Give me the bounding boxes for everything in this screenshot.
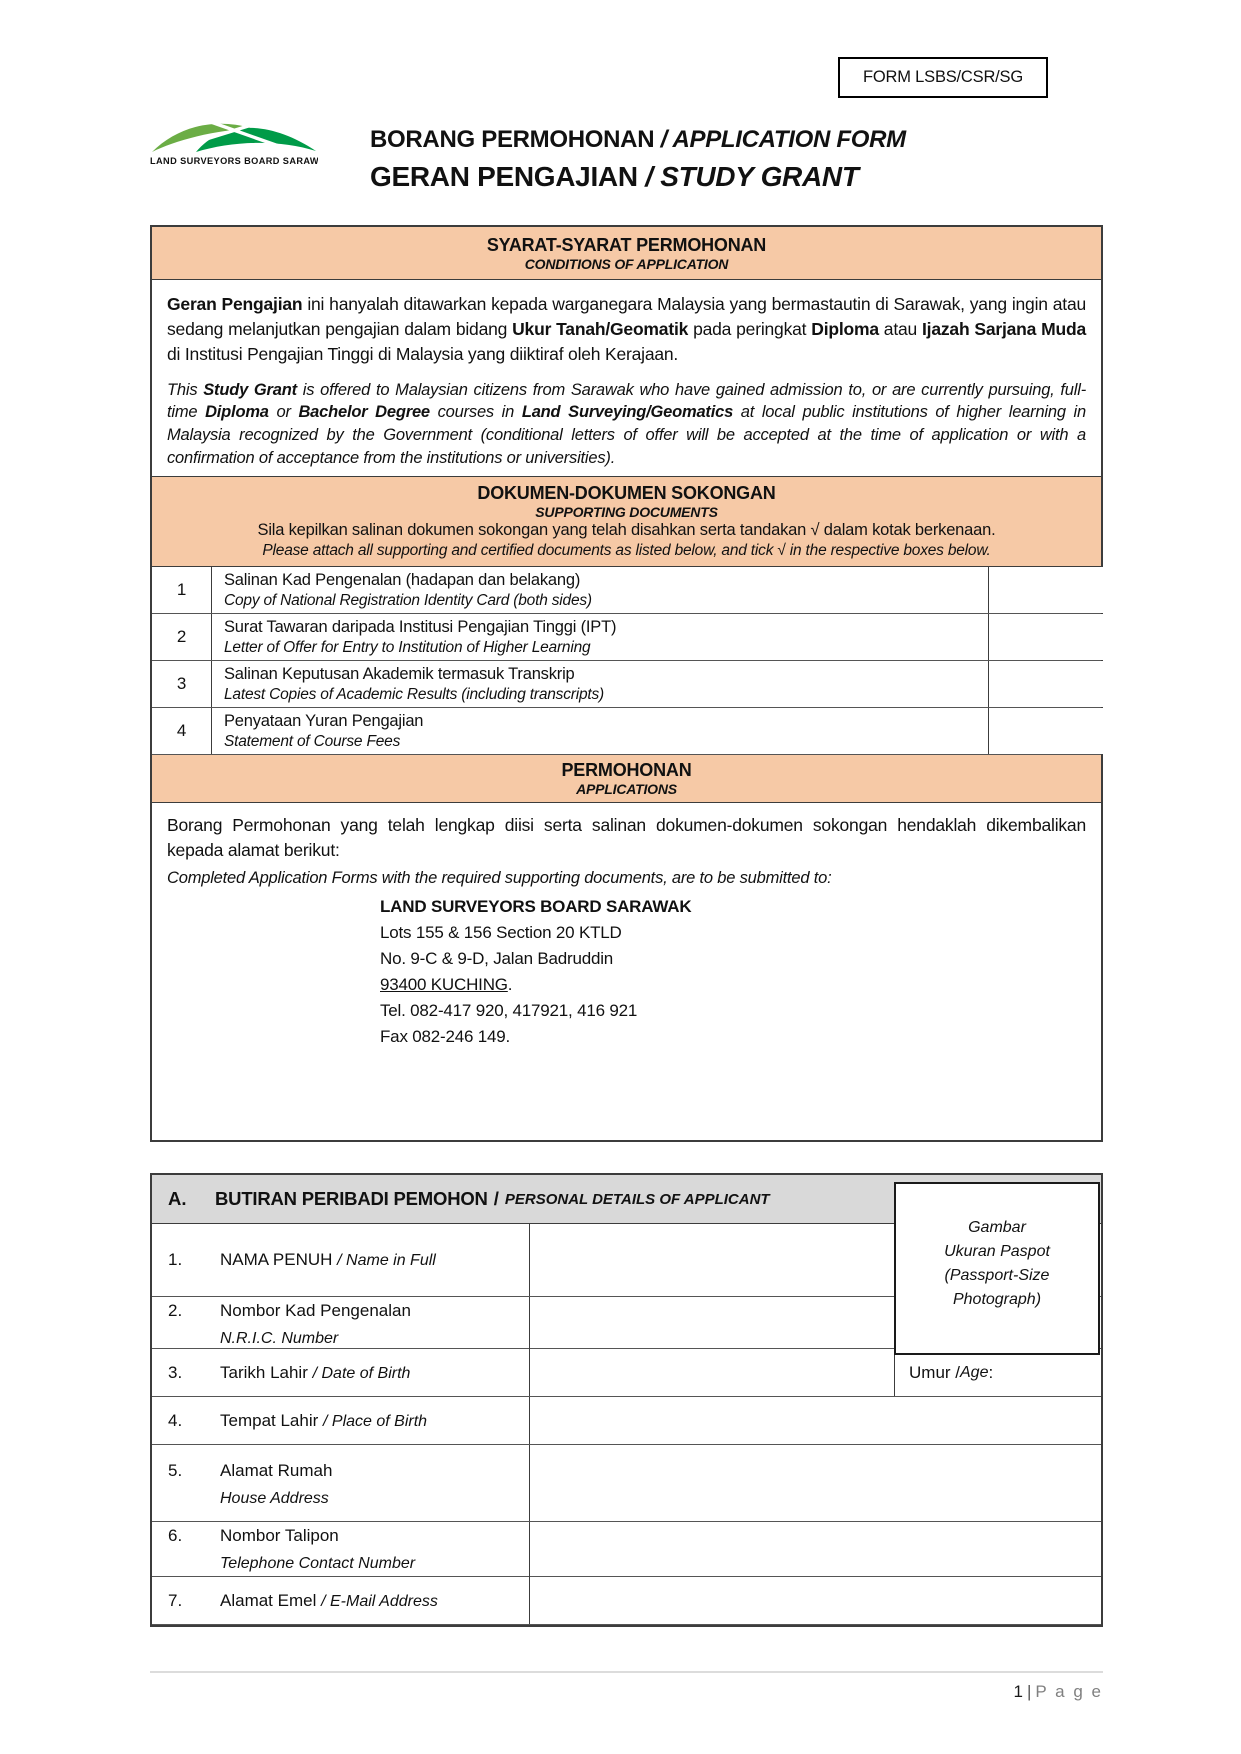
row-3-number: 3.: [168, 1362, 183, 1382]
document-row-4-en: Statement of Course Fees: [224, 732, 401, 750]
address-city: [380, 972, 1086, 998]
document-row-1: [152, 567, 1101, 614]
row-2-label-my: Nombor Kad Pengenalan: [220, 1301, 411, 1320]
document-row-2-number: 2: [152, 614, 212, 660]
photo-box-line1: Gambar: [968, 1219, 1026, 1236]
conditions-header-band: [152, 227, 1101, 280]
footer-divider: [150, 1671, 1103, 1673]
document-row-1-number: 1: [152, 567, 212, 613]
title-my-2: GERAN PENGAJIAN: [370, 161, 646, 192]
document-row-1-text: [212, 567, 989, 613]
document-row-2-text: [212, 614, 989, 660]
age-label-colon: :: [988, 1362, 994, 1382]
row-2-number: 2.: [168, 1301, 183, 1320]
conditions-header-my: SYARAT-SYARAT PERMOHONAN: [486, 235, 767, 255]
row-1-label: [152, 1224, 530, 1296]
applications-body: [152, 803, 1101, 1140]
section-a-number: A.: [168, 1188, 187, 1209]
row-5-label-my: Alamat Rumah: [220, 1461, 333, 1480]
document-row-4-text: [212, 708, 989, 754]
row-4-label: [152, 1397, 530, 1444]
document-row-4-checkbox[interactable]: [989, 708, 1105, 754]
address-name: LAND SURVEYORS BOARD SARAWAK: [380, 896, 692, 916]
main-form-table: [150, 225, 1103, 1142]
row-house-address: [152, 1445, 1101, 1522]
row-6-label-en: Telephone Contact Number: [220, 1555, 416, 1572]
conditions-paragraph-en: This Study Grant is offered to Malaysian citizens from Sarawak who have gained admission to, or are currently pursuing, full-time Diploma or Bachelor Degree courses in Land Surveying/Geomatics at local public institutions of higher learning in Malaysia recognized by the Government (conditional letters of offer will be accepted at the time of application or with a confirmation of acceptance from the institutions or universities).: [167, 380, 1087, 467]
date-of-birth-input-cell[interactable]: [530, 1349, 895, 1396]
document-row-1-checkbox[interactable]: [989, 567, 1105, 613]
row-1-label-my: NAMA PENUH: [220, 1250, 338, 1269]
section-a-title-en: PERSONAL DETAILS OF APPLICANT: [504, 1190, 770, 1208]
address-tel: Tel. 082-417 920, 417921, 416 921: [380, 1000, 638, 1020]
page-number-value: 1: [1013, 1682, 1023, 1701]
row-2-label-en: N.R.I.C. Number: [220, 1330, 339, 1347]
document-row-3-my: Salinan Keputusan Akademik termasuk Transkrip: [224, 665, 575, 684]
page-number-separator: |: [1027, 1682, 1032, 1701]
conditions-body: [152, 280, 1101, 477]
row-2-label: [152, 1297, 530, 1352]
passport-photo-box: [894, 1182, 1100, 1355]
email-address-input-cell[interactable]: [530, 1577, 1105, 1624]
age-label-en: Age: [960, 1363, 989, 1381]
conditions-paragraph-my: Geran Pengajian ini hanyalah ditawarkan kepada warganegara Malaysia yang bermastautin di Sarawak, yang ingin atau sedang melanjutkan pengajian dalam bidang Ukur Tanah/Geomatik pada peringkat Diploma atau Ijazah Sarjana Muda di Institusi Pengajian Tinggi di Malaysia yang diiktiraf oleh Kerajaan.: [167, 294, 1087, 364]
lsbs-logo: [150, 112, 318, 173]
row-7-label-my: Alamat Emel: [220, 1590, 322, 1610]
nric-number-input-cell[interactable]: [530, 1297, 895, 1352]
row-4-label-my: Tempat Lahir: [220, 1410, 323, 1430]
title-en-1: / APPLICATION FORM: [660, 126, 906, 153]
row-1-label-en: / Name in Full: [337, 1252, 436, 1269]
row-email-address: [152, 1577, 1101, 1625]
lsbs-logo-icon: [150, 112, 318, 168]
document-row-4-my: Penyataan Yuran Pengajian: [224, 712, 424, 731]
address-city-period: .: [507, 974, 513, 994]
row-1-number: 1.: [168, 1250, 183, 1269]
row-5-label-en: House Address: [220, 1490, 329, 1507]
document-row-2-my: Surat Tawaran daripada Institusi Pengajian Tinggi (IPT): [224, 618, 617, 637]
row-5-number: 5.: [168, 1461, 183, 1480]
submission-address: [380, 894, 1086, 1050]
document-row-2-en: Letter of Offer for Entry to Institution of Higher Learning: [224, 638, 591, 656]
document-row-1-my: Salinan Kad Pengenalan (hadapan dan belakang): [224, 571, 581, 590]
page-number: [150, 1682, 1103, 1702]
row-6-number: 6.: [168, 1526, 183, 1545]
document-row-3-number: 3: [152, 661, 212, 707]
applications-paragraph-en: Completed Application Forms with the required supporting documents, are to be submitted to:: [167, 868, 832, 887]
title-my-1: BORANG PERMOHONAN: [370, 126, 661, 153]
place-of-birth-input-cell[interactable]: [530, 1397, 1105, 1444]
document-row-1-en: Copy of National Registration Identity Card (both sides): [224, 591, 592, 609]
document-row-4-number: 4: [152, 708, 212, 754]
row-7-label: [152, 1577, 530, 1624]
applications-header-en: APPLICATIONS: [576, 781, 677, 798]
conditions-header-en: CONDITIONS OF APPLICATION: [524, 256, 729, 272]
row-7-number: 7.: [168, 1590, 183, 1610]
applications-header-my: PERMOHONAN: [561, 760, 692, 781]
age-input-cell[interactable]: [895, 1349, 1105, 1396]
address-city-underlined: 93400 KUCHING: [380, 974, 508, 994]
document-row-4: [152, 708, 1101, 755]
row-4-number: 4.: [168, 1410, 183, 1430]
documents-note-my: Sila kepilkan salinan dokumen sokongan yang telah disahkan serta tandakan √ dalam kotak berkenaan.: [257, 520, 996, 539]
logo-caption: LAND SURVEYORS BOARD SARAWAK: [150, 156, 318, 166]
name-in-full-input-cell[interactable]: [530, 1224, 895, 1296]
row-place-of-birth: [152, 1397, 1101, 1445]
documents-header-my: DOKUMEN-DOKUMEN SOKONGAN: [477, 482, 776, 503]
photo-box-line3: (Passport-Size: [944, 1267, 1050, 1284]
row-date-of-birth: [152, 1349, 1101, 1397]
house-address-input-cell[interactable]: [530, 1445, 1105, 1521]
section-a-title-my: BUTIRAN PERIBADI PEMOHON: [215, 1188, 488, 1209]
form-code-box: [838, 57, 1048, 98]
age-label-my: Umur /: [909, 1362, 960, 1382]
document-row-2-checkbox[interactable]: [989, 614, 1105, 660]
photo-box-line4: Photograph): [952, 1291, 1042, 1308]
documents-note-en: Please attach all supporting and certified documents as listed below, and tick √ in the respective boxes below.: [262, 542, 991, 560]
page-title-line2: [370, 163, 906, 191]
page-title-line1: [370, 128, 906, 152]
row-4-label-en: / Place of Birth: [323, 1412, 428, 1430]
document-row-3-checkbox[interactable]: [989, 661, 1105, 707]
document-row-3-en: Latest Copies of Academic Results (including transcripts): [224, 685, 604, 703]
row-5-label: [152, 1445, 530, 1521]
document-row-3: [152, 661, 1101, 708]
applications-header-band: [152, 755, 1101, 803]
documents-header-band: [152, 477, 1101, 568]
documents-header-en: SUPPORTING DOCUMENTS: [535, 503, 718, 520]
photo-box-line2: Ukuran Paspot: [944, 1243, 1050, 1260]
section-a-title-separator: /: [493, 1188, 499, 1209]
address-fax: Fax 082-246 149.: [380, 1026, 511, 1046]
row-3-label-my: Tarikh Lahir: [220, 1362, 313, 1382]
document-row-3-text: [212, 661, 989, 707]
personal-details-table: [150, 1173, 1103, 1627]
telephone-number-input-cell[interactable]: [530, 1522, 1105, 1577]
applications-paragraph-my: Borang Permohonan yang telah lengkap diisi serta salinan dokumen-dokumen sokongan hendaklah dikembalikan kepada alamat berikut:: [167, 815, 1086, 861]
page-title: [370, 128, 906, 191]
row-3-label: [152, 1349, 530, 1396]
row-3-label-en: / Date of Birth: [312, 1364, 411, 1382]
form-code-label: FORM LSBS/CSR/SG: [863, 68, 1023, 86]
page-number-word: P a g e: [1035, 1682, 1103, 1701]
title-en-2: / STUDY GRANT: [645, 161, 859, 192]
row-6-label: [152, 1522, 530, 1577]
row-telephone-number: [152, 1522, 1101, 1577]
row-7-label-en: / E-Mail Address: [321, 1592, 438, 1610]
address-line1: Lots 155 & 156 Section 20 KTLD: [380, 922, 622, 942]
row-6-label-my: Nombor Talipon: [220, 1526, 339, 1545]
address-line2: No. 9-C & 9-D, Jalan Badruddin: [380, 948, 614, 968]
document-row-2: [152, 614, 1101, 661]
